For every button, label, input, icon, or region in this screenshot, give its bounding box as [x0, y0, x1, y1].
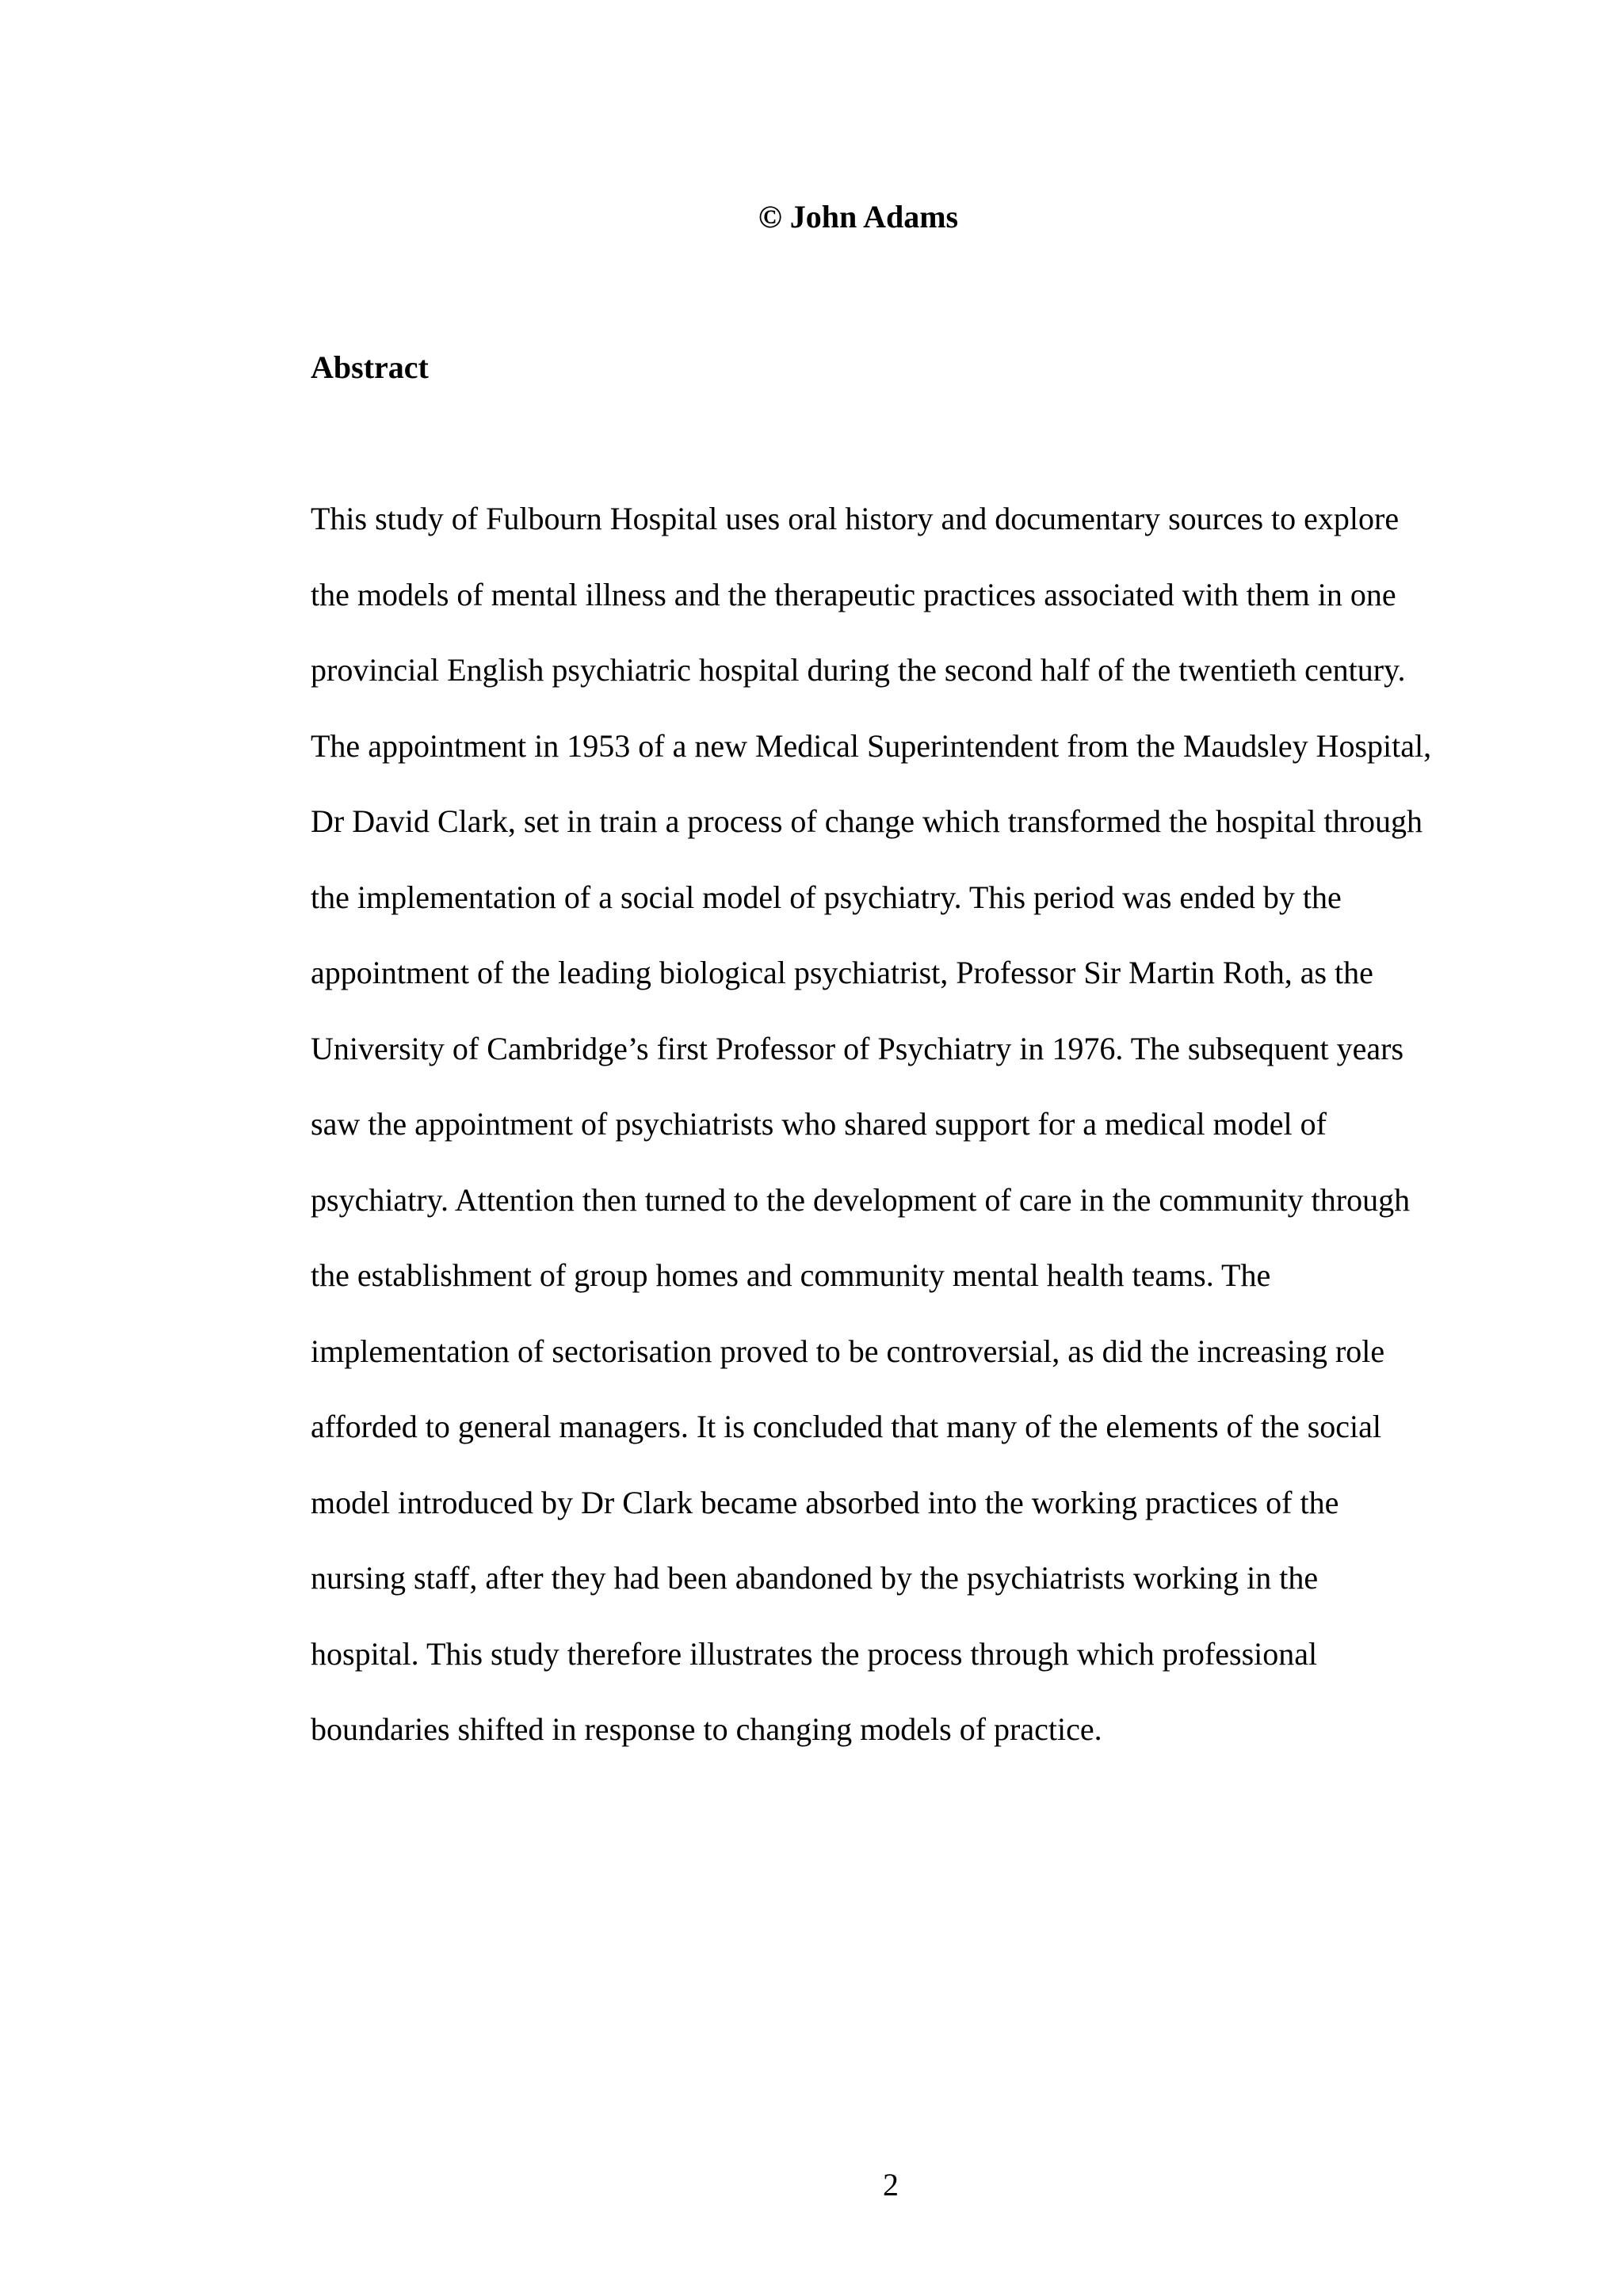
abstract-line: implementation of sectorisation proved to be controversial, as did the increasing role: [311, 1333, 1385, 1369]
abstract-line: Dr David Clark, set in train a process of change which transformed the hospital through: [311, 803, 1423, 839]
abstract-line: the establishment of group homes and community mental health teams. The: [311, 1257, 1271, 1293]
abstract-line: appointment of the leading biological psychiatrist, Professor Sir Martin Roth, as the: [311, 955, 1373, 990]
abstract-line: afforded to general managers. It is concluded that many of the elements of the social: [311, 1409, 1381, 1444]
abstract-line: The appointment in 1953 of a new Medical Superintendent from the Maudsley Hospital,: [311, 727, 1432, 764]
abstract-line: model introduced by Dr Clark became absorbed into the working practices of the: [311, 1484, 1339, 1520]
abstract-line: psychiatry. Attention then turned to the development of care in the community through: [311, 1181, 1411, 1218]
abstract-line: nursing staff, after they had been abandoned by the psychiatrists working in the: [311, 1560, 1319, 1596]
abstract-heading: Abstract: [311, 349, 429, 385]
abstract-line: the models of mental illness and the therapeutic practices associated with them in one: [311, 576, 1396, 612]
abstract-line: saw the appointment of psychiatrists who shared support for a medical model of: [311, 1106, 1327, 1142]
abstract-body: [311, 497, 1515, 1783]
copyright-line: © John Adams: [758, 199, 959, 235]
abstract-line: provincial English psychiatric hospital during the second half of the twentieth century.: [311, 652, 1406, 688]
abstract-line: This study of Fulbourn Hospital uses oral history and documentary sources to explore: [311, 501, 1400, 536]
abstract-line: the implementation of a social model of psychiatry. This period was ended by the: [311, 879, 1342, 915]
page-number: 2: [883, 2167, 899, 2203]
abstract-line: hospital. This study therefore illustrates the process through which professional: [311, 1635, 1318, 1672]
abstract-line: University of Cambridge’s first Professor of Psychiatry in 1976. The subsequent years: [311, 1030, 1404, 1066]
abstract-line: boundaries shifted in response to changing models of practice.: [311, 1711, 1102, 1747]
